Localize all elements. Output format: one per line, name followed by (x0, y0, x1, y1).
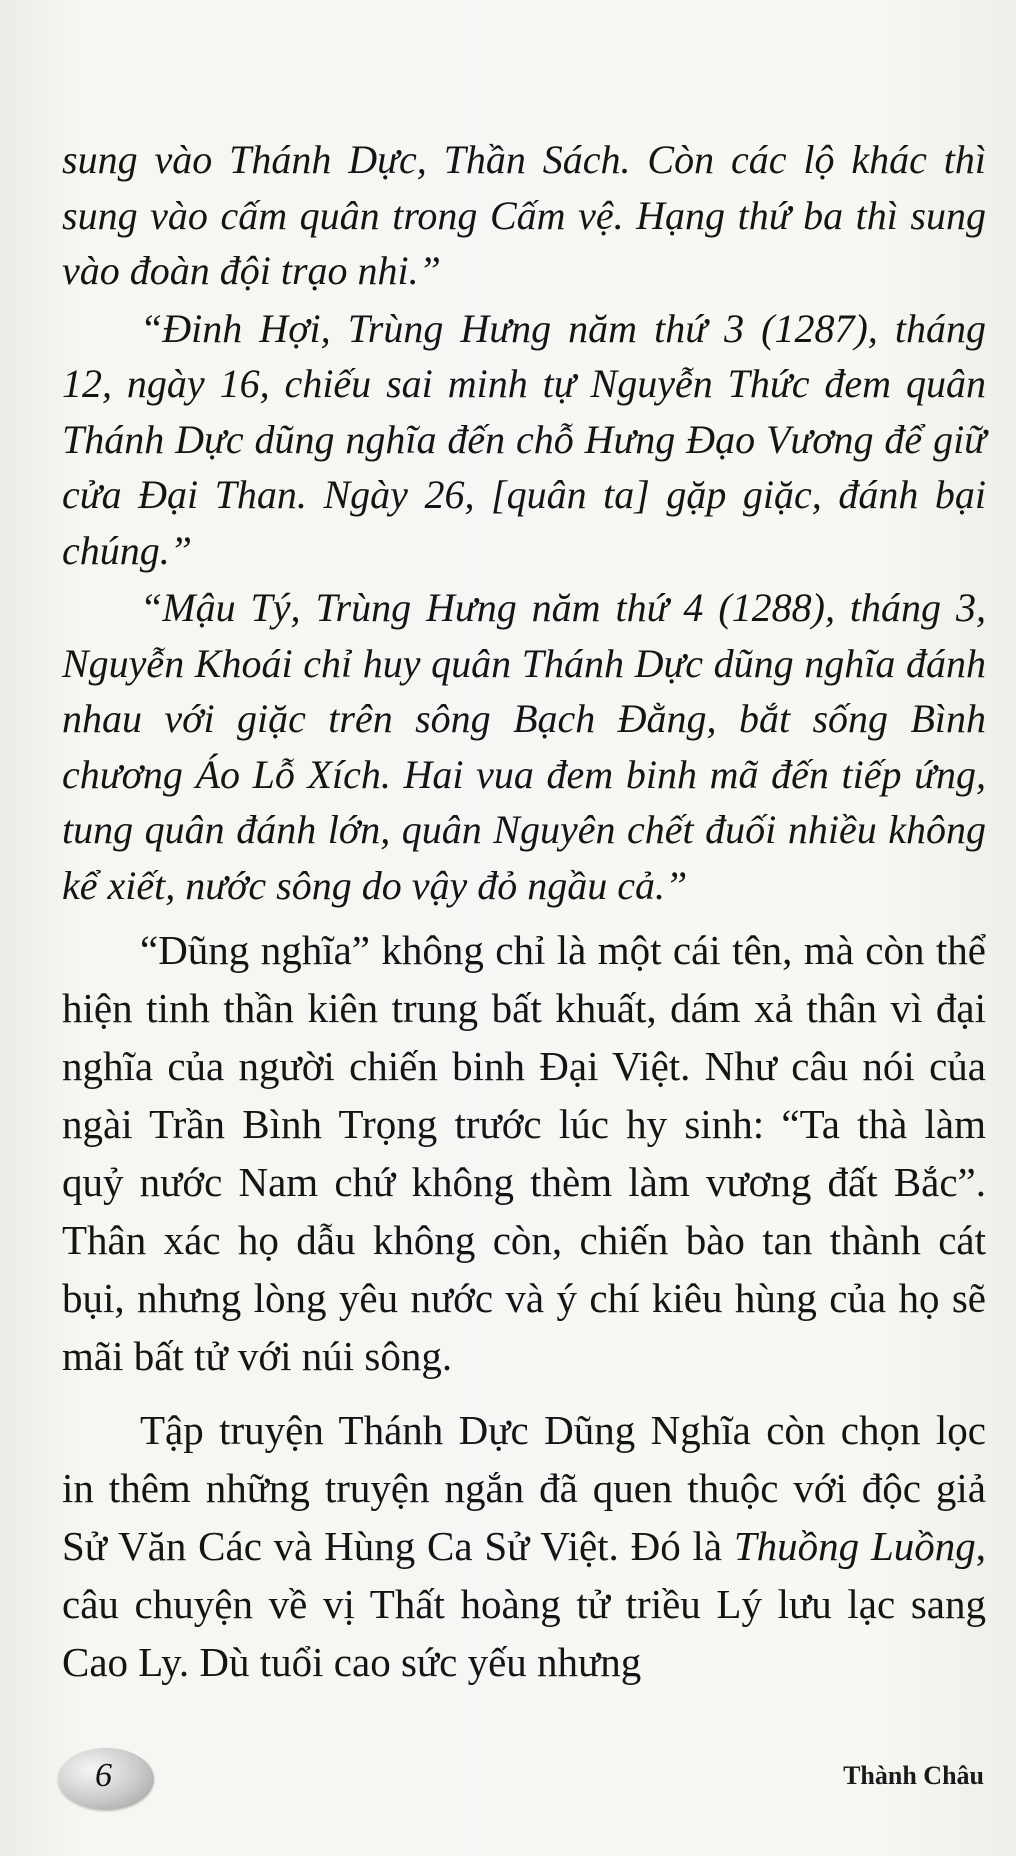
page-footer (0, 1740, 1016, 1830)
quote-paragraph-mau-ty: “Mậu Tý, Trùng Hưng năm thứ 4 (1288), tháng 3, Nguyễn Khoái chỉ huy quân Thánh Dực dũng nghĩa đánh nhau với giặc trên sông Bạch Đằng, bắt sống Bình chương Áo Lỗ Xích. Hai vua đem binh mã đến tiếp ứng, tung quân đánh lớn, quân Nguyên chết đuối nhiều không kể xiết, nước sông do vậy đỏ ngầu cả.” (62, 585, 986, 908)
story-title-thuong-luong: Thuồng Luồng (733, 1523, 976, 1569)
running-footer-author: Thành Châu (843, 1761, 984, 1790)
body-text (62, 132, 986, 1691)
quote-paragraph-dinh-hoi: “Đinh Hợi, Trùng Hưng năm thứ 3 (1287), tháng 12, ngày 16, chiếu sai minh tự Nguyễn Thức đem quân Thánh Dực dũng nghĩa đến chỗ Hưng Đạo Vương để giữ cửa Đại Than. Ngày 26, [quân ta] gặp giặc, đánh bại chúng.” (62, 305, 986, 573)
paragraph-text-after-title: , câu chuyện về vị Thất hoàng tử triều Lý lưu lạc sang Cao Ly. Dù tuổi cao sức yếu nhưng (62, 1523, 986, 1685)
quote-paragraph-continued: sung vào Thánh Dực, Thần Sách. Còn các lộ khác thì sung vào cấm quân trong Cấm vệ. Hạng thứ ba thì sung vào đoàn đội trạo nhi.” (62, 137, 986, 293)
page-number: 6 (95, 1757, 112, 1794)
paragraph-dung-nghia: “Dũng nghĩa” không chỉ là một cái tên, mà còn thể hiện tinh thần kiên trung bất khuất, dám xả thân vì đại nghĩa của người chiến binh Đại Việt. Như câu nói của ngài Trần Bình Trọng trước lúc hy sinh: “Ta thà làm quỷ nước Nam chứ không thèm làm vương đất Bắc”. Thân xác họ dẫu không còn, chiến bào tan thành cát bụi, nhưng lòng yêu nước và ý chí kiêu hùng của họ sẽ mãi bất tử với núi sông. (62, 927, 986, 1379)
paragraph-tap-truyen (62, 1401, 986, 1691)
paragraph-text-before-title: Tập truyện Thánh Dực Dũng Nghĩa còn chọn lọc in thêm những truyện ngắn đã quen thuộc với độc giả Sử Văn Các và Hùng Ca Sử Việt. Đó là (62, 1407, 986, 1569)
